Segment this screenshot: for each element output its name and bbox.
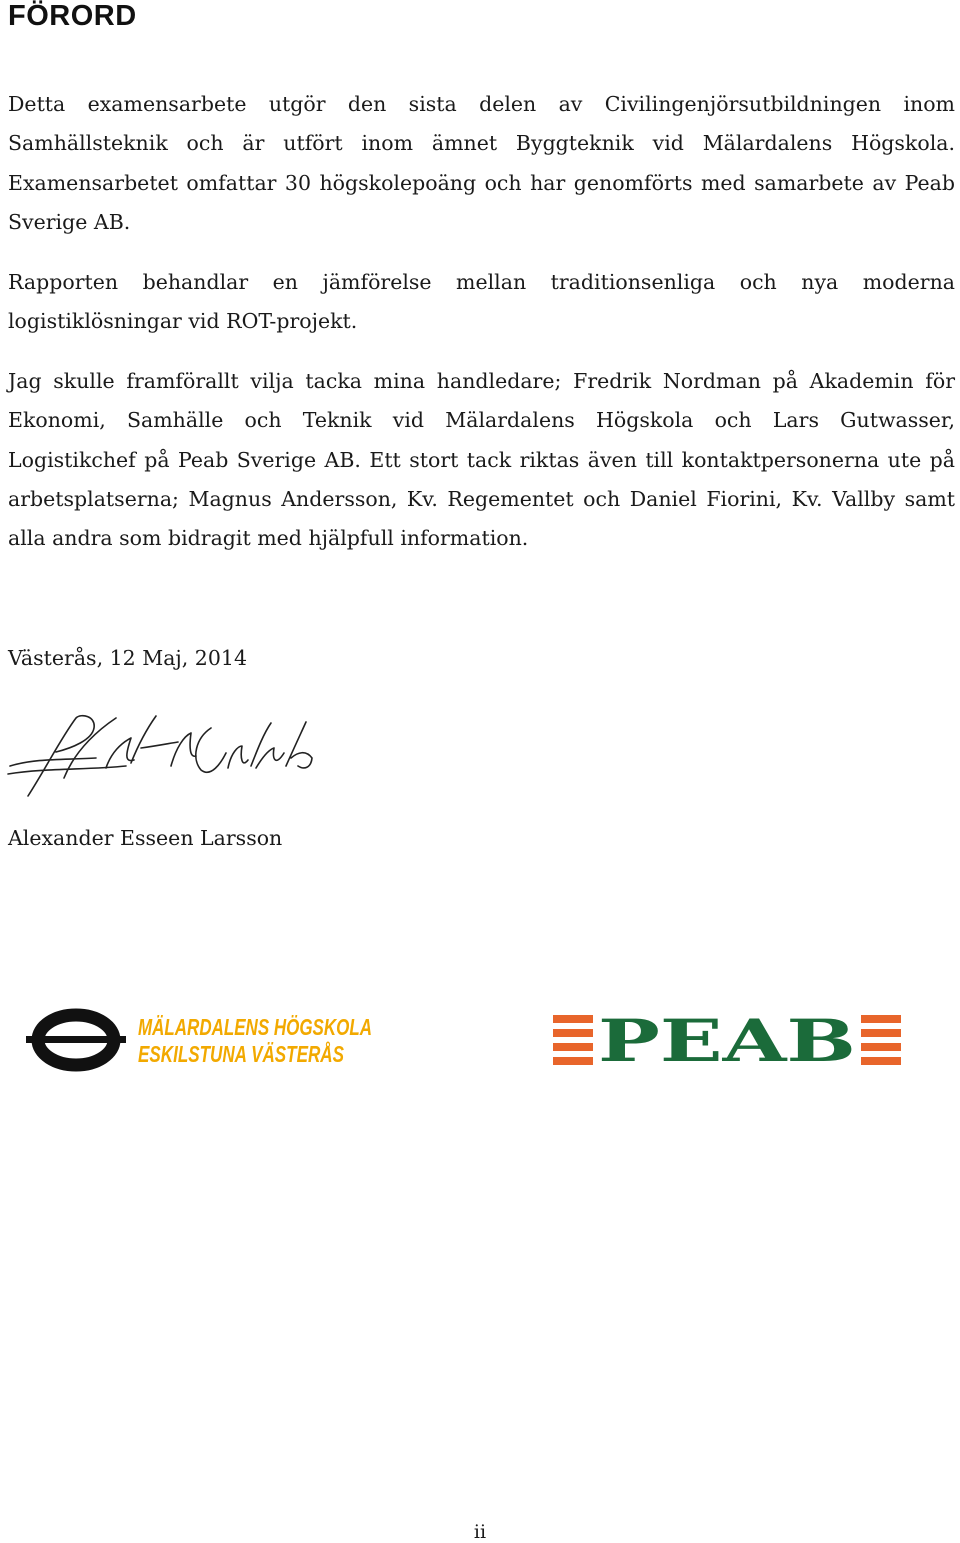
author-name: Alexander Esseen Larsson [8,826,283,850]
mdh-logo-line2: ESKILSTUNA VÄSTERÅS [138,1041,345,1067]
paragraph-intro: Detta examensarbete utgör den sista delen av Civilingenjörsutbildningen inom Samhällsteknik och är utfört inom ämnet Byggteknik vid Mälardalens Högskola. Examensarbetet omfattar 30 högskolepoäng och har genomförts med samarbete av Peab Sverige AB. [8,92,955,234]
peab-logo-text: PEAB [598,1007,856,1075]
peab-logo-icon [553,1007,901,1075]
page-title: FÖRORD [8,0,137,32]
signature-icon [6,708,336,803]
paragraph-thanks: Jag skulle framförallt vilja tacka mina handledare; Fredrik Nordman på Akademin för Ekonomi, Samhälle och Teknik vid Mälardalens Högskola och Lars Gutwasser, Logistikchef på Peab Sverige AB. Ett stort tack riktas även till kontaktpersonerna ute på arbetsplatserna; Magnus Andersson, Kv. Regementet och Daniel Fiorini, Kv. Vallby samt alla andra som bidragit med hjälpfull information. [8,369,955,551]
place-date: Västerås, 12 Maj, 2014 [8,646,247,670]
page-number: ii [473,1521,487,1543]
paragraph-report: Rapporten behandlar en jämförelse mellan traditionsenliga och nya moderna logistiklösningar vid ROT-projekt. [8,270,955,334]
mdh-logo-line1: MÄLARDALENS HÖGSKOLA [138,1014,372,1040]
mdh-emblem-icon [26,1010,376,1072]
